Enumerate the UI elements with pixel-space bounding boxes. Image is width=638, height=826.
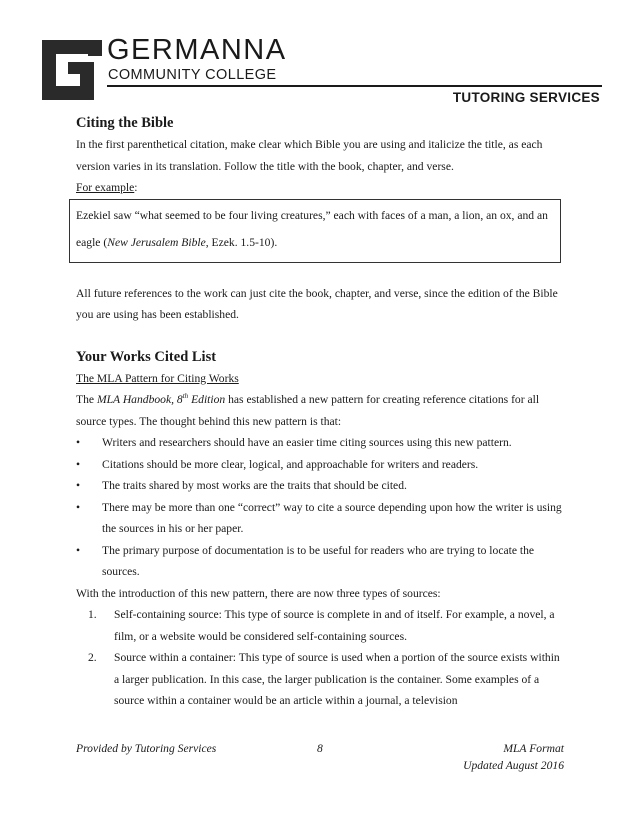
intro-paragraph: The MLA Handbook, 8th Edition has established a new pattern for creating reference citations for all source types. The thought behind this new pattern is that:: [76, 392, 540, 428]
numbered-list: [76, 604, 564, 712]
for-example-label: For example:: [76, 181, 138, 194]
bullet-list: [76, 432, 564, 583]
example-text: Ezekiel saw “what seemed to be four living creatures,” each with faces of a man, a lion, an ox, and an eagle (: [76, 208, 548, 249]
example-reference: , Ezek. 1.5-10).: [205, 235, 278, 249]
list-item: • The traits shared by most works are the traits that should be cited.: [76, 479, 407, 492]
header-divider: [107, 85, 602, 87]
page-number: 8: [317, 742, 323, 755]
example-bible-title: New Jerusalem Bible: [107, 235, 206, 249]
list-item: • The primary purpose of documentation is to be useful for readers who are trying to locate the sources.: [76, 543, 535, 578]
list-item: 1. Self-containing source: This type of source is complete in and of itself. For example, a novel, a film, or a website would be considered self-containing sources.: [88, 608, 555, 643]
college-subtitle: COMMUNITY COLLEGE: [108, 67, 277, 83]
list-item: • Citations should be more clear, logical, and approachable for writers and readers.: [76, 457, 479, 471]
footer-format: MLA Format Updated August 2016: [463, 742, 564, 772]
list-item: 2. Source within a container: This type of source is used when a portion of the source exists within a larger publication. In this case, the larger publication is the container. Some examples of a source within a container would be an article within a journal, a television: [88, 651, 560, 707]
list-item: • There may be more than one “correct” way to cite a source depending upon how the writer is using the sources in his or her paper.: [76, 500, 562, 535]
footer-provider: Provided by Tutoring Services: [76, 742, 217, 755]
example-box: [69, 199, 561, 263]
department-label: TUTORING SERVICES: [452, 90, 600, 105]
section-heading-citing-bible: Citing the Bible: [76, 115, 174, 131]
list-item: • Writers and researchers should have an easier time citing sources using this new pattern.: [76, 436, 512, 449]
subheading-mla-pattern: The MLA Pattern for Citing Works: [76, 371, 239, 385]
germanna-logo-icon: [38, 36, 106, 104]
paragraph: All future references to the work can just cite the book, chapter, and verse, since the edition of the Bible you are using has been established.: [76, 286, 558, 321]
college-name: GERMANNA: [107, 34, 287, 66]
page-header: [0, 0, 638, 110]
document-body: [76, 112, 564, 712]
paragraph: With the introduction of this new pattern, there are now three types of sources:: [76, 586, 441, 600]
section-heading-works-cited: Your Works Cited List: [76, 348, 217, 365]
paragraph: In the first parenthetical citation, make clear which Bible you are using and italicize the title, as each version varies in its translation. Follow the title with the book, chapter, and verse.: [76, 138, 543, 173]
